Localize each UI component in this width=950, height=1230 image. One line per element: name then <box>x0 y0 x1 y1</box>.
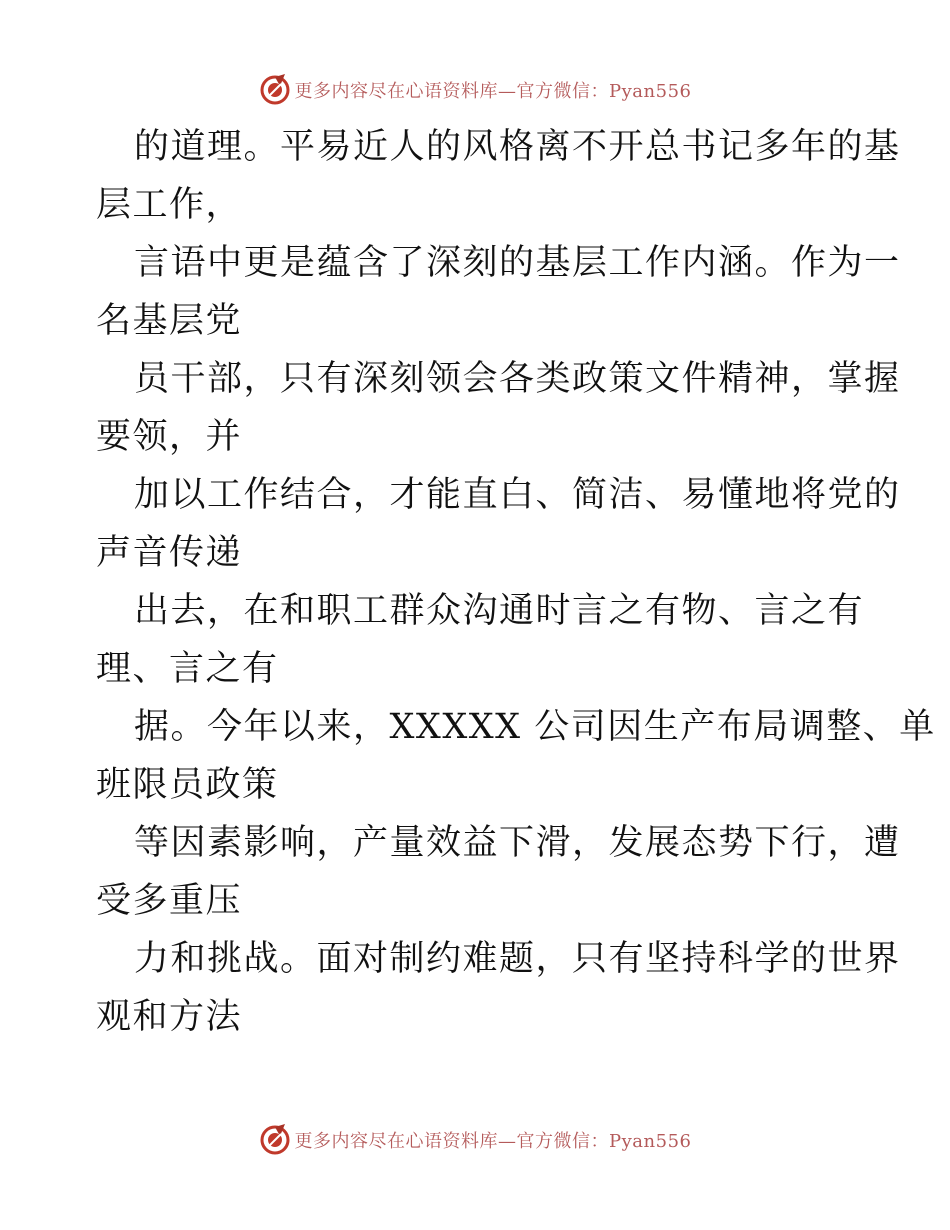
body-line: 层工作， <box>96 185 243 225</box>
body-line: 理、言之有 <box>96 649 279 689</box>
header-banner <box>0 72 950 108</box>
pen-nib-logo-icon <box>259 1124 291 1156</box>
body-line: 班限员政策 <box>96 765 279 805</box>
body-line: 受多重压 <box>96 881 243 921</box>
header-banner-text: 更多内容尽在心语资料库—官方微信：Pyan556 <box>294 81 692 102</box>
body-line: 等因素影响，产量效益下滑，发展态势下行，遭 <box>134 823 901 863</box>
body-line: 的道理。平易近人的风格离不开总书记多年的基 <box>134 127 901 167</box>
footer-banner-text: 更多内容尽在心语资料库—官方微信：Pyan556 <box>294 1131 692 1152</box>
body-line: 观和方法 <box>96 997 243 1037</box>
body-line: 出去，在和职工群众沟通时言之有物、言之有 <box>134 591 865 631</box>
body-line: 要领，并 <box>96 417 243 457</box>
body-line: 言语中更是蕴含了深刻的基层工作内涵。作为一 <box>134 243 901 283</box>
footer-banner <box>0 1122 950 1158</box>
pen-nib-logo-icon <box>259 74 291 106</box>
body-line: 加以工作结合，才能直白、简洁、易懂地将党的 <box>134 475 901 515</box>
body-line: 名基层党 <box>96 301 243 341</box>
body-line: 员干部，只有深刻领会各类政策文件精神，掌握 <box>134 359 901 399</box>
body-line: 据。今年以来，XXXXX 公司因生产布局调整、单 <box>134 707 936 747</box>
body-line: 声音传递 <box>96 533 243 573</box>
body-line: 力和挑战。面对制约难题，只有坚持科学的世界 <box>134 939 901 979</box>
